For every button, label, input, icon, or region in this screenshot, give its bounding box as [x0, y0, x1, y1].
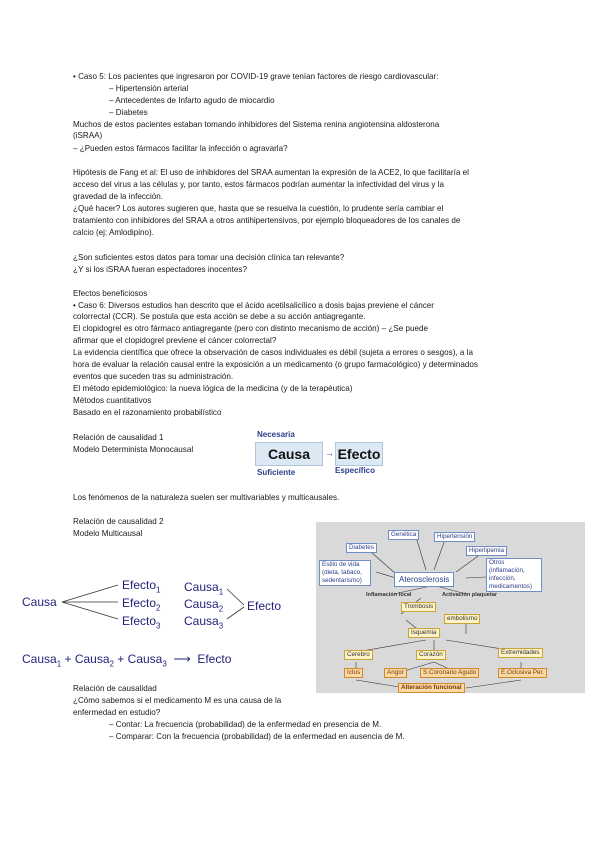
list-item: – Hipertensión arterial: [109, 84, 189, 93]
node-hipertension: Hipertensión: [434, 532, 475, 542]
node-embolismo: embolismo: [444, 614, 480, 624]
arrow-icon: →: [325, 448, 334, 458]
node-otros: Otros (inflamación, infección, medicamentos): [486, 558, 542, 592]
node-isquemia: Isquemia: [408, 628, 440, 638]
paragraph: hora de evaluar la relación causal entre la exposición a un medicamento (o grupo farmacológico) y determinados: [73, 360, 478, 369]
paragraph: Los fenómenos de la naturaleza suelen ser multivariables y multicausales.: [73, 493, 340, 502]
node-hiperlipemia: Hiperlipemia: [466, 546, 507, 556]
node-ecia: E.Oclusiva Per.: [498, 668, 547, 678]
question: – ¿Pueden estos fármacos facilitar la infección o agravarla?: [73, 144, 288, 153]
node-estilo: Estilo de vida (dieta, tabaco, sedentarismo): [319, 560, 371, 586]
paragraph: afirmar que el clopidogrel previene el cáncer colorrectal?: [73, 336, 277, 345]
section-subtitle: Modelo Determinista Monocausal: [73, 445, 194, 454]
paragraph: La evidencia científica que ofrece la observación de casos individuales es débil (sujeta a errores o sesgos), a la: [73, 348, 473, 357]
question: ¿Y si los iSRAA fueran espectadores inocentes?: [73, 265, 247, 274]
section-title: Efectos beneficiosos: [73, 289, 148, 298]
multicausal-formula: Causa$_1$ + Causa$_2$ + Causa$_3$ ⟶ Efecto: [22, 652, 232, 669]
causa-label: Causa: [22, 595, 57, 609]
label-activacion: Activación plaquetar: [442, 592, 498, 598]
question: ¿Cómo sabemos si el medicamento M es una causa de la: [73, 696, 282, 705]
list-item: – Antecedentes de Infarto agudo de miocardio: [109, 96, 275, 105]
node-aterosclerosis: Aterosclerosis: [394, 572, 454, 587]
efecto-2-label: Efecto$_2$: [122, 596, 161, 613]
node-corazon: Corazón: [416, 650, 446, 660]
efecto-box: Efecto: [335, 442, 383, 466]
node-cerebro: Cerebro: [344, 650, 373, 660]
paragraph: ¿Qué hacer? Los autores sugieren que, hasta que se resuelva la cuestión, lo prudente sería cambiar el: [73, 204, 444, 213]
list-item: – Diabetes: [109, 108, 148, 117]
causa-box: Causa: [255, 442, 323, 466]
node-sca: S.Coronario Agudo: [420, 668, 479, 678]
node-alteracion: Alteración funcional: [398, 683, 465, 693]
efecto-label: Efecto: [247, 599, 282, 613]
section-title: Relación de causalidad 2: [73, 517, 164, 526]
question: enfermedad en estudio?: [73, 708, 161, 717]
paragraph: tratamiento con inhibidores del SRAA a otros antihipertensivos, por ejemplo bloqueadores de los canales de: [73, 216, 461, 225]
paragraph: gravedad de la infección.: [73, 192, 163, 201]
causa-1-label: Causa$_1$: [184, 580, 224, 597]
causa-3-label: Causa$_3$: [184, 614, 224, 631]
paragraph: acceso del virus a las células y, por tanto, estos fármacos podrían aumentar la infectividad del virus y la: [73, 180, 444, 189]
section-subtitle: Modelo Multicausal: [73, 529, 143, 538]
list-item: – Contar: La frecuencia (probabilidad) de la enfermedad en presencia de M.: [109, 720, 382, 729]
paragraph: • Caso 6: Diversos estudios han descrito que el ácido acetilsalicílico a dosis bajas previene el cáncer: [73, 301, 434, 310]
node-extremidades: Extremidades: [498, 648, 543, 658]
caso5-intro: • Caso 5: Los pacientes que ingresaron por COVID-19 grave tenían factores de riesgo cardiovascular:: [73, 72, 439, 81]
section-title: Relación de causalidad 1: [73, 433, 164, 442]
node-diabetes: Diabetes: [346, 543, 377, 553]
paragraph: Basado en el razonamiento probabilístico: [73, 408, 222, 417]
paragraph: colorrectal (CCR). Se postula que esta acción se debe a su acción antiagregante.: [73, 312, 366, 321]
causa-2-label: Causa$_2$: [184, 597, 224, 614]
paragraph: Métodos cuantitativos: [73, 396, 152, 405]
causa-efecto-figure: [255, 429, 381, 480]
list-item: – Comparar: Con la frecuencia (probabilidad) de la enfermedad en ausencia de M.: [109, 732, 405, 741]
necesaria-label: Necesaria: [257, 430, 295, 439]
multicausal-diagram: [22, 577, 302, 637]
label-inflamacion: Inflamación local: [366, 592, 412, 598]
especifico-label: Específico: [335, 466, 376, 475]
efecto-3-label: Efecto$_3$: [122, 614, 161, 631]
node-angor: Angor: [384, 668, 407, 678]
atherosclerosis-flowchart: [316, 522, 585, 693]
node-genetica: Genética: [388, 530, 419, 540]
paragraph: eventos que suceden tras su administración.: [73, 372, 234, 381]
node-ictus: Ictus: [344, 668, 363, 678]
question: ¿Son suficientes estos datos para tomar una decisión clínica tan relevante?: [73, 253, 345, 262]
efecto-1-label: Efecto$_1$: [122, 578, 161, 595]
node-trombosis: Trombosis: [401, 602, 436, 612]
paragraph: Muchos de estos pacientes estaban tomando inhibidores del Sistema renina angiotensina aldosterona: [73, 120, 440, 129]
suficiente-label: Suficiente: [257, 468, 296, 477]
section-title: Relación de causalidad: [73, 684, 157, 693]
paragraph: Hipótesis de Fang et al: El uso de inhibidores del SRAA aumentan la expresión de la ACE2, lo que facilitaría el: [73, 168, 469, 177]
paragraph: calcio (ej: Amlodipino).: [73, 228, 154, 237]
paragraph: El clopidogrel es otro fármaco antiagregante (pero con distinto mecanismo de acción) – ¿Se puede: [73, 324, 428, 333]
paragraph: (iSRAA): [73, 131, 103, 140]
paragraph: El método epidemiológico: la nueva lógica de la medicina (y de la terapéutica): [73, 384, 353, 393]
